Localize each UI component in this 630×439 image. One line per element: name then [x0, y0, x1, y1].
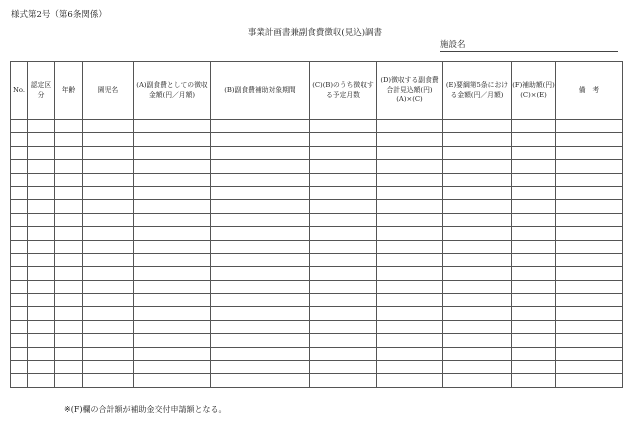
table-cell[interactable] — [310, 267, 377, 280]
header-no: No. — [11, 62, 28, 120]
table-cell[interactable] — [512, 173, 556, 186]
table-cell[interactable] — [134, 361, 211, 374]
table-cell[interactable] — [377, 240, 443, 253]
table-row — [11, 320, 623, 333]
table-cell[interactable] — [556, 347, 623, 360]
table-row — [11, 227, 623, 240]
table-row — [11, 133, 623, 146]
table-cell[interactable] — [512, 227, 556, 240]
table-cell[interactable] — [211, 334, 310, 347]
table-cell[interactable] — [310, 120, 377, 133]
table-cell[interactable] — [512, 186, 556, 199]
table-cell[interactable] — [310, 361, 377, 374]
table-cell[interactable] — [55, 307, 83, 320]
table-cell[interactable] — [377, 227, 443, 240]
table-cell[interactable] — [55, 227, 83, 240]
table-cell[interactable] — [55, 334, 83, 347]
table-cell[interactable] — [377, 307, 443, 320]
table-cell[interactable] — [83, 120, 134, 133]
table-cell[interactable] — [11, 267, 28, 280]
table-cell[interactable] — [443, 200, 512, 213]
table-cell[interactable] — [11, 160, 28, 173]
table-cell[interactable] — [512, 267, 556, 280]
table-cell[interactable] — [28, 186, 55, 199]
table-cell[interactable] — [512, 361, 556, 374]
table-cell[interactable] — [11, 173, 28, 186]
table-cell[interactable] — [310, 173, 377, 186]
table-cell[interactable] — [83, 307, 134, 320]
table-cell[interactable] — [512, 160, 556, 173]
table-cell[interactable] — [556, 280, 623, 293]
table-cell[interactable] — [55, 186, 83, 199]
table-cell[interactable] — [134, 120, 211, 133]
table-cell[interactable] — [55, 320, 83, 333]
table-cell[interactable] — [211, 213, 310, 226]
table-cell[interactable] — [134, 200, 211, 213]
table-cell[interactable] — [377, 361, 443, 374]
table-cell[interactable] — [556, 307, 623, 320]
table-cell[interactable] — [11, 320, 28, 333]
table-cell[interactable] — [556, 320, 623, 333]
header-child-name: 園児名 — [83, 62, 134, 120]
table-cell[interactable] — [83, 361, 134, 374]
table-cell[interactable] — [443, 253, 512, 266]
table-row — [11, 294, 623, 307]
table-cell[interactable] — [512, 347, 556, 360]
table-cell[interactable] — [211, 267, 310, 280]
table-row — [11, 361, 623, 374]
table-cell[interactable] — [443, 133, 512, 146]
table-cell[interactable] — [443, 173, 512, 186]
table-cell[interactable] — [512, 133, 556, 146]
table-cell[interactable] — [443, 361, 512, 374]
table-cell[interactable] — [310, 200, 377, 213]
table-cell[interactable] — [310, 280, 377, 293]
table-cell[interactable] — [512, 240, 556, 253]
table-row — [11, 160, 623, 173]
table-cell[interactable] — [11, 213, 28, 226]
table-cell[interactable] — [211, 160, 310, 173]
table-cell[interactable] — [556, 294, 623, 307]
table-row — [11, 173, 623, 186]
table-cell[interactable] — [211, 307, 310, 320]
table-cell[interactable] — [134, 280, 211, 293]
table-cell[interactable] — [211, 133, 310, 146]
table-cell[interactable] — [28, 240, 55, 253]
table-cell[interactable] — [377, 267, 443, 280]
table-cell[interactable] — [28, 133, 55, 146]
table-cell[interactable] — [310, 347, 377, 360]
table-cell[interactable] — [556, 227, 623, 240]
table-cell[interactable] — [83, 240, 134, 253]
table-cell[interactable] — [310, 307, 377, 320]
table-cell[interactable] — [443, 186, 512, 199]
facility-name-field: 施設名 — [440, 38, 618, 52]
table-cell[interactable] — [11, 374, 28, 387]
table-cell[interactable] — [28, 227, 55, 240]
header-f-subsidy: (F)補助額(円)(C)×(E) — [512, 62, 556, 120]
table-row — [11, 213, 623, 226]
table-cell[interactable] — [28, 173, 55, 186]
table-cell[interactable] — [211, 146, 310, 159]
table-cell[interactable] — [134, 320, 211, 333]
table-cell[interactable] — [512, 253, 556, 266]
table-cell[interactable] — [211, 253, 310, 266]
table-cell[interactable] — [211, 240, 310, 253]
table-cell[interactable] — [11, 253, 28, 266]
table-cell[interactable] — [55, 146, 83, 159]
table-cell[interactable] — [55, 347, 83, 360]
table-cell[interactable] — [83, 213, 134, 226]
table-cell[interactable] — [310, 334, 377, 347]
table-cell[interactable] — [211, 173, 310, 186]
table-cell[interactable] — [377, 374, 443, 387]
table-cell[interactable] — [377, 253, 443, 266]
table-cell[interactable] — [83, 280, 134, 293]
table-cell[interactable] — [377, 213, 443, 226]
table-row — [11, 334, 623, 347]
table-cell[interactable] — [11, 120, 28, 133]
table-cell[interactable] — [134, 294, 211, 307]
table-cell[interactable] — [556, 133, 623, 146]
footnote: ※(F)欄の合計額が補助金交付申請額となる。 — [64, 405, 227, 414]
table-cell[interactable] — [512, 120, 556, 133]
table-cell[interactable] — [377, 120, 443, 133]
table-cell[interactable] — [377, 200, 443, 213]
table-cell[interactable] — [28, 307, 55, 320]
table-cell[interactable] — [377, 173, 443, 186]
header-certification: 認定区分 — [28, 62, 55, 120]
table-cell[interactable] — [28, 347, 55, 360]
table-cell[interactable] — [28, 334, 55, 347]
table-cell[interactable] — [83, 253, 134, 266]
table-cell[interactable] — [11, 334, 28, 347]
table-cell[interactable] — [83, 334, 134, 347]
table-cell[interactable] — [28, 200, 55, 213]
table-cell[interactable] — [11, 307, 28, 320]
table-cell[interactable] — [83, 374, 134, 387]
table-cell[interactable] — [134, 213, 211, 226]
table-cell[interactable] — [55, 200, 83, 213]
table-cell[interactable] — [134, 253, 211, 266]
form-number: 様式第2号（第6条関係） — [11, 10, 107, 20]
table-cell[interactable] — [28, 267, 55, 280]
table-cell[interactable] — [134, 240, 211, 253]
table-cell[interactable] — [512, 334, 556, 347]
table-cell[interactable] — [28, 160, 55, 173]
table-cell[interactable] — [377, 294, 443, 307]
table-cell[interactable] — [377, 334, 443, 347]
table-row — [11, 307, 623, 320]
table-cell[interactable] — [556, 120, 623, 133]
table-cell[interactable] — [11, 133, 28, 146]
table-row — [11, 267, 623, 280]
table-cell[interactable] — [512, 200, 556, 213]
table-cell[interactable] — [134, 307, 211, 320]
table-cell[interactable] — [28, 146, 55, 159]
table-cell[interactable] — [11, 347, 28, 360]
header-remarks: 備 考 — [556, 62, 623, 120]
table-cell[interactable] — [556, 200, 623, 213]
header-a-collection-amount: (A)副食費としての徴収金額(円／月額) — [134, 62, 211, 120]
table-cell[interactable] — [443, 334, 512, 347]
table-cell[interactable] — [310, 227, 377, 240]
table-cell[interactable] — [134, 146, 211, 159]
table-cell[interactable] — [512, 280, 556, 293]
table-cell[interactable] — [28, 280, 55, 293]
table-cell[interactable] — [211, 374, 310, 387]
table-cell[interactable] — [512, 374, 556, 387]
table-cell[interactable] — [11, 146, 28, 159]
table-cell[interactable] — [134, 160, 211, 173]
table-cell[interactable] — [83, 186, 134, 199]
table-cell[interactable] — [512, 320, 556, 333]
table-cell[interactable] — [310, 320, 377, 333]
table-row — [11, 347, 623, 360]
table-cell[interactable] — [55, 294, 83, 307]
table-cell[interactable] — [443, 160, 512, 173]
table-cell[interactable] — [512, 146, 556, 159]
table-cell[interactable] — [134, 186, 211, 199]
table-cell[interactable] — [211, 361, 310, 374]
table-cell[interactable] — [443, 374, 512, 387]
table-cell[interactable] — [11, 186, 28, 199]
header-age: 年齢 — [55, 62, 83, 120]
table-cell[interactable] — [83, 347, 134, 360]
table-cell[interactable] — [211, 280, 310, 293]
table-row — [11, 146, 623, 159]
table-cell[interactable] — [556, 146, 623, 159]
table-cell[interactable] — [134, 267, 211, 280]
header-row — [11, 62, 623, 120]
table-cell[interactable] — [28, 120, 55, 133]
table-cell[interactable] — [11, 240, 28, 253]
table-cell[interactable] — [443, 294, 512, 307]
table-cell[interactable] — [310, 133, 377, 146]
table-cell[interactable] — [134, 374, 211, 387]
table-cell[interactable] — [83, 133, 134, 146]
table-cell[interactable] — [28, 320, 55, 333]
table-cell[interactable] — [556, 240, 623, 253]
table-cell[interactable] — [443, 347, 512, 360]
table-cell[interactable] — [377, 320, 443, 333]
table-cell[interactable] — [211, 227, 310, 240]
table-cell[interactable] — [443, 240, 512, 253]
table-cell[interactable] — [55, 267, 83, 280]
table-row — [11, 186, 623, 199]
table-cell[interactable] — [377, 280, 443, 293]
table-cell[interactable] — [310, 294, 377, 307]
table-cell[interactable] — [211, 320, 310, 333]
table-cell[interactable] — [11, 200, 28, 213]
table-row — [11, 374, 623, 387]
table-cell[interactable] — [55, 240, 83, 253]
table-cell[interactable] — [211, 200, 310, 213]
table-cell[interactable] — [83, 320, 134, 333]
table-cell[interactable] — [512, 213, 556, 226]
header-e-amount: (E)要綱第5条における金額(円／月額) — [443, 62, 512, 120]
table-cell[interactable] — [310, 374, 377, 387]
table-cell[interactable] — [211, 120, 310, 133]
table-row — [11, 200, 623, 213]
table-cell[interactable] — [83, 294, 134, 307]
table-cell[interactable] — [310, 253, 377, 266]
table-cell[interactable] — [134, 334, 211, 347]
table-cell[interactable] — [83, 146, 134, 159]
table-cell[interactable] — [11, 294, 28, 307]
table-cell[interactable] — [28, 253, 55, 266]
table-cell[interactable] — [55, 213, 83, 226]
table-cell[interactable] — [377, 133, 443, 146]
table-cell[interactable] — [55, 173, 83, 186]
table-cell[interactable] — [443, 120, 512, 133]
document-title: 事業計画書兼副食費徴収(見込)調書 — [247, 28, 383, 38]
table-cell[interactable] — [83, 160, 134, 173]
table-cell[interactable] — [443, 267, 512, 280]
table-cell[interactable] — [310, 160, 377, 173]
table-cell[interactable] — [55, 160, 83, 173]
table-cell[interactable] — [556, 253, 623, 266]
table-cell[interactable] — [55, 253, 83, 266]
table-cell[interactable] — [134, 347, 211, 360]
table-cell[interactable] — [310, 240, 377, 253]
table-cell[interactable] — [134, 133, 211, 146]
table-row — [11, 120, 623, 133]
table-cell[interactable] — [556, 334, 623, 347]
header-d-total-estimate: (D)徴収する副食費合計見込額(円)(A)×(C) — [377, 62, 443, 120]
table-cell[interactable] — [55, 133, 83, 146]
table-cell[interactable] — [443, 307, 512, 320]
table-row — [11, 240, 623, 253]
table-cell[interactable] — [28, 213, 55, 226]
table-cell[interactable] — [377, 146, 443, 159]
table-cell[interactable] — [443, 280, 512, 293]
table-cell[interactable] — [377, 186, 443, 199]
table-cell[interactable] — [443, 320, 512, 333]
table-cell[interactable] — [211, 294, 310, 307]
survey-table — [10, 61, 623, 388]
table-cell[interactable] — [55, 120, 83, 133]
table-cell[interactable] — [556, 213, 623, 226]
table-cell[interactable] — [310, 186, 377, 199]
table-cell[interactable] — [443, 146, 512, 159]
table-cell[interactable] — [134, 227, 211, 240]
table-cell[interactable] — [512, 307, 556, 320]
table-cell[interactable] — [55, 361, 83, 374]
header-b-subsidy-period: (B)副食費補助対象期間 — [211, 62, 310, 120]
table-cell[interactable] — [134, 173, 211, 186]
table-cell[interactable] — [556, 374, 623, 387]
table-cell[interactable] — [11, 280, 28, 293]
table-cell[interactable] — [28, 361, 55, 374]
table-cell[interactable] — [443, 227, 512, 240]
table-cell[interactable] — [512, 294, 556, 307]
table-cell[interactable] — [377, 160, 443, 173]
table-cell[interactable] — [83, 173, 134, 186]
table-cell[interactable] — [11, 361, 28, 374]
table-cell[interactable] — [28, 374, 55, 387]
header-c-months: (C)(B)のうち徴収する予定月数 — [310, 62, 377, 120]
table-cell[interactable] — [83, 267, 134, 280]
table-cell[interactable] — [556, 160, 623, 173]
table-cell[interactable] — [377, 347, 443, 360]
table-cell[interactable] — [55, 374, 83, 387]
table-cell[interactable] — [11, 227, 28, 240]
table-cell[interactable] — [83, 200, 134, 213]
table-cell[interactable] — [310, 213, 377, 226]
table-cell[interactable] — [310, 146, 377, 159]
table-cell[interactable] — [211, 186, 310, 199]
table-cell[interactable] — [83, 227, 134, 240]
table-cell[interactable] — [556, 186, 623, 199]
table-cell[interactable] — [556, 267, 623, 280]
table-row — [11, 280, 623, 293]
table-cell[interactable] — [556, 173, 623, 186]
table-cell[interactable] — [211, 347, 310, 360]
table-cell[interactable] — [28, 294, 55, 307]
table-cell[interactable] — [556, 361, 623, 374]
table-cell[interactable] — [55, 280, 83, 293]
table-row — [11, 253, 623, 266]
table-cell[interactable] — [443, 213, 512, 226]
